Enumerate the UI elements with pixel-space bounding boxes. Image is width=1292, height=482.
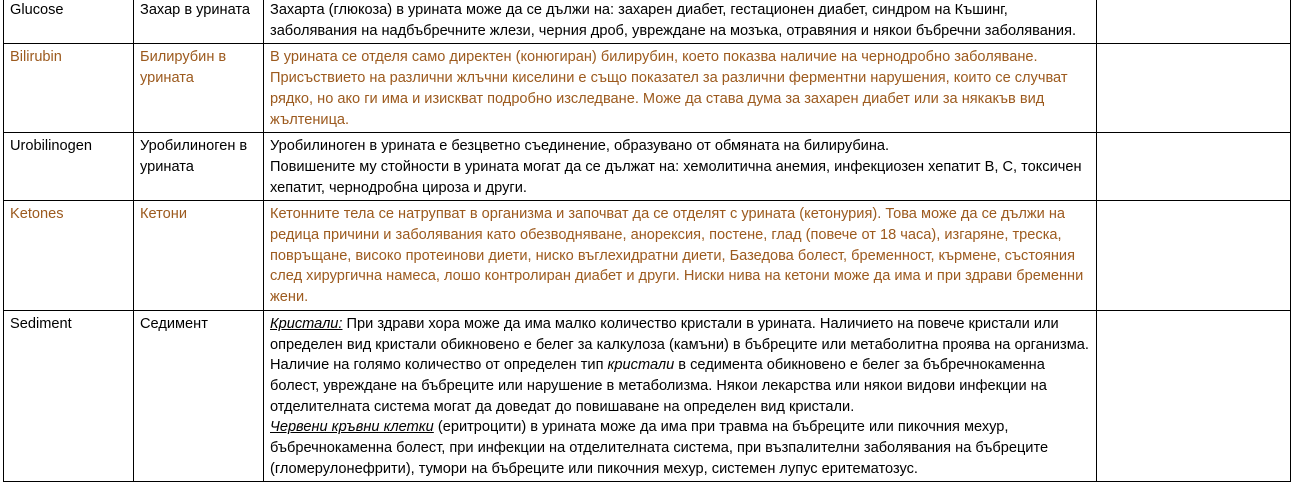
cell-notes [1097, 201, 1291, 311]
cell-term-bg: Седимент [134, 310, 264, 482]
cell-term-en: Urobilinogen [4, 133, 134, 201]
cell-term-en: Ketones [4, 201, 134, 311]
cell-term-en: Glucose [4, 0, 134, 44]
cell-description [264, 133, 1097, 201]
table-row-glucose [4, 0, 1291, 44]
cell-term-en: Bilirubin [4, 44, 134, 133]
cell-description [264, 310, 1097, 482]
table-row-urobilinogen [4, 133, 1291, 201]
crystals-heading: Кристали: [270, 315, 343, 332]
cell-term-bg: Кетони [134, 201, 264, 311]
description-line: Повишените му стойности в урината могат да се дължат на: хемолитична анемия, инфекциозен хепатит В, С, токсичен хепатит, чернодробна цироза и други. [270, 158, 1082, 196]
cell-notes [1097, 310, 1291, 482]
crystals-text: При здрави хора може да има малко количество кристали в урината. Наличието на повече кристали или определен вид кристали обикновено е белег за калкулоза (камъни) в бъбреците или метаболитна проява на организма. Наличие на голямо количество от определен тип [270, 315, 1089, 374]
cell-term-bg: Билирубин в урината [134, 44, 264, 133]
table-row-bilirubin [4, 44, 1291, 133]
crystals-text-cont: в седимента обикновено е белег за бъбречнокаменна болест, увреждане на бъбреците или нарушение в метаболизма. Някои лекарства или някои видови инфекции на отделителната система могат да доведат до повишаване на определен вид кристали. [270, 357, 1047, 415]
rbc-heading: Червени кръвни клетки [270, 419, 434, 436]
crystals-italic: кристали [607, 357, 675, 374]
cell-notes [1097, 133, 1291, 201]
cell-notes [1097, 44, 1291, 133]
table-row-sediment [4, 310, 1291, 482]
analysis-table [3, 0, 1291, 482]
rbc-text: (еритроцити) в урината може да има при травма на бъбреците или пикочния мехур, бъбречнокаменна болест, при инфекции на отделителната система, при възпалителни заболявания на бъбреците (гломерулонефрити), тумори на бъбреците или пикочния мехур, системен лупус еритематозус. [270, 419, 1049, 477]
description-line: Уробилиноген в урината е безцветно съединение, образувано от обмяната на билирубина. [270, 138, 890, 155]
cell-term-en: Sediment [4, 310, 134, 482]
cell-notes [1097, 0, 1291, 44]
table-row-ketones [4, 201, 1291, 311]
cell-term-bg: Захар в урината [134, 0, 264, 44]
cell-description: В урината се отделя само директен (конюгиран) билирубин, което показва наличие на чернодробно заболяване. Присъствието на различни жлъчни киселини е също показател за различни ферментни нарушения, които се случват рядко, но ако ги има и изискват подробно изследване. Може да става дума за захарен диабет или за някакъв вид жълтеница. [264, 44, 1097, 133]
cell-description: Кетонните тела се натрупват в организма и започват да се отделят с урината (кетонурия). Това може да се дължи на редица причини и заболявания като обезводняване, анорексия, постене, глад (повече от 18 часа), изгаряне, треска, повръщане, високо протеинови диети, ниско въглехидратни диети, Базедова болест, бременност, кърмене, състояния след хирургична намеса, лошо контролиран диабет и други. Ниски нива на кетони може да има и при здрави бременни жени. [264, 201, 1097, 311]
cell-term-bg: Уробилиноген в урината [134, 133, 264, 201]
cell-description: Захарта (глюкоза) в урината може да се дължи на: захарен диабет, гестационен диабет, синдром на Къшинг, заболявания на надбъбречните жлези, черния дроб, увреждане на мозъка, отравяния и някои бъбречни заболявания. [264, 0, 1097, 44]
